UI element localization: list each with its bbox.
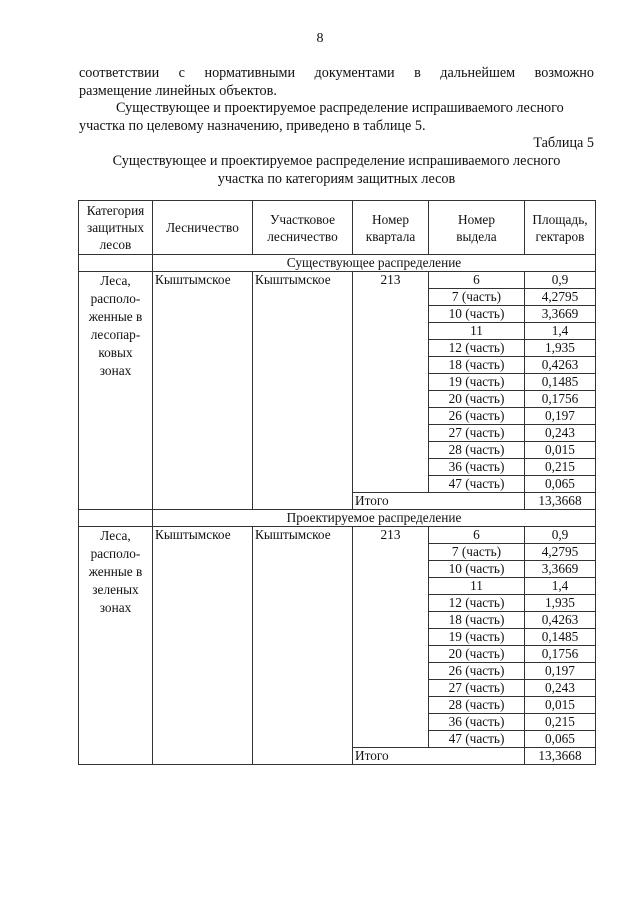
- area-cell: 0,9: [525, 272, 596, 289]
- allotment-cell: 6: [429, 272, 525, 289]
- allotment-cell: 10 (часть): [429, 561, 525, 578]
- table-row: [79, 272, 596, 289]
- forestry-cell: Кыштымское: [153, 272, 253, 510]
- table-row: [79, 527, 596, 544]
- area-cell: 0,1485: [525, 629, 596, 646]
- area-cell: 0,197: [525, 663, 596, 680]
- paragraph-2: [79, 99, 594, 135]
- allotment-cell: 11: [429, 578, 525, 595]
- area-cell: 1,935: [525, 340, 596, 357]
- section-title-row: [79, 510, 596, 527]
- empty-cell: [79, 255, 153, 272]
- total-value: 13,3668: [525, 493, 596, 510]
- empty-cell: [79, 510, 153, 527]
- paragraph-1: [79, 64, 594, 100]
- allotment-cell: 47 (часть): [429, 476, 525, 493]
- allotment-cell: 20 (часть): [429, 646, 525, 663]
- category-line: располо-: [90, 291, 141, 306]
- area-cell: 1,935: [525, 595, 596, 612]
- header-quarter: [353, 201, 429, 255]
- header-allotment: [429, 201, 525, 255]
- table-body: [79, 201, 596, 765]
- area-cell: 0,4263: [525, 612, 596, 629]
- category-line: женные в: [88, 564, 143, 579]
- category-cell: [79, 527, 153, 765]
- area-cell: 0,015: [525, 697, 596, 714]
- category-line: зонах: [99, 363, 132, 378]
- header-category: [79, 201, 153, 255]
- category-line: располо-: [90, 546, 141, 561]
- word: документами: [314, 65, 395, 81]
- allotment-cell: 11: [429, 323, 525, 340]
- area-cell: 3,3669: [525, 306, 596, 323]
- category-line: зонах: [99, 600, 132, 615]
- word: нормативными: [204, 65, 296, 81]
- district-forestry-cell: Кыштымское: [253, 272, 353, 510]
- total-value: 13,3668: [525, 748, 596, 765]
- quarter-cell: 213: [353, 527, 429, 748]
- header-line: квартала: [365, 228, 416, 244]
- header-line: лесов: [99, 237, 132, 252]
- allotment-cell: 7 (часть): [429, 544, 525, 561]
- allotment-cell: 36 (часть): [429, 714, 525, 731]
- paragraph-1-line-1: [79, 64, 594, 82]
- area-cell: 4,2795: [525, 544, 596, 561]
- section-title-row: [79, 255, 596, 272]
- category-line: Леса,: [100, 273, 131, 288]
- allotment-cell: 19 (часть): [429, 374, 525, 391]
- allotment-cell: 18 (часть): [429, 357, 525, 374]
- allotment-cell: 47 (часть): [429, 731, 525, 748]
- header-area: [525, 201, 596, 255]
- header-line: Номер: [458, 211, 495, 227]
- area-cell: 1,4: [525, 323, 596, 340]
- word: в: [414, 65, 421, 81]
- area-cell: 0,197: [525, 408, 596, 425]
- word: с: [178, 65, 185, 81]
- category-line: женные в: [88, 309, 143, 324]
- area-cell: 0,065: [525, 731, 596, 748]
- district-forestry-cell: Кыштымское: [253, 527, 353, 765]
- table-header-row: [79, 201, 596, 255]
- allotment-cell: 27 (часть): [429, 425, 525, 442]
- allotment-cell: 26 (часть): [429, 408, 525, 425]
- area-cell: 1,4: [525, 578, 596, 595]
- word: дальнейшем: [440, 65, 516, 81]
- header-line: лесничество: [267, 228, 338, 244]
- area-cell: 0,1756: [525, 391, 596, 408]
- allotment-cell: 27 (часть): [429, 680, 525, 697]
- area-cell: 0,015: [525, 442, 596, 459]
- allotment-cell: 28 (часть): [429, 442, 525, 459]
- area-cell: 0,065: [525, 476, 596, 493]
- area-cell: 0,4263: [525, 357, 596, 374]
- area-cell: 4,2795: [525, 289, 596, 306]
- header-line: защитных: [86, 220, 145, 235]
- allotment-cell: 18 (часть): [429, 612, 525, 629]
- category-line: ковых: [98, 345, 133, 360]
- word: возможно: [534, 65, 594, 81]
- category-line: Леса,: [100, 528, 131, 543]
- paragraph-1-line-2: размещение линейных объектов.: [79, 83, 277, 99]
- category-cell: [79, 272, 153, 510]
- paragraph-2-line-1: Существующее и проектируемое распределение испрашиваемого лесного: [116, 100, 564, 116]
- area-cell: 0,243: [525, 425, 596, 442]
- total-label: Итого: [353, 493, 525, 510]
- table-number: Таблица 5: [533, 135, 594, 151]
- area-cell: 0,1485: [525, 374, 596, 391]
- header-forestry: Лесничество: [153, 201, 253, 255]
- forestry-cell: Кыштымское: [153, 527, 253, 765]
- allotment-cell: 36 (часть): [429, 459, 525, 476]
- area-cell: 0,9: [525, 527, 596, 544]
- allotment-cell: 10 (часть): [429, 306, 525, 323]
- allotment-cell: 7 (часть): [429, 289, 525, 306]
- allotment-cell: 12 (часть): [429, 595, 525, 612]
- word: соответствии: [79, 65, 160, 81]
- category-line: зеленых: [92, 582, 139, 597]
- header-line: Номер: [372, 211, 409, 227]
- total-label: Итого: [353, 748, 525, 765]
- header-line: выдела: [456, 228, 497, 244]
- allotment-cell: 28 (часть): [429, 697, 525, 714]
- quarter-cell: 213: [353, 272, 429, 493]
- header-line: гектаров: [535, 228, 585, 244]
- header-line: Площадь,: [532, 211, 588, 227]
- area-cell: 0,243: [525, 680, 596, 697]
- header-line: Категория: [86, 203, 145, 218]
- paragraph-2-line-2: участка по целевому назначению, приведено в таблице 5.: [79, 118, 426, 134]
- header-line: Участковое: [269, 211, 336, 227]
- allotment-cell: 26 (часть): [429, 663, 525, 680]
- area-cell: 0,1756: [525, 646, 596, 663]
- allotment-cell: 19 (часть): [429, 629, 525, 646]
- area-cell: 0,215: [525, 459, 596, 476]
- section-title: Существующее распределение: [153, 255, 596, 272]
- table-caption: [79, 152, 594, 188]
- caption-line-2: участка по категориям защитных лесов: [217, 171, 456, 187]
- category-line: лесопар-: [90, 327, 141, 342]
- allotment-cell: 12 (часть): [429, 340, 525, 357]
- allotment-cell: 6: [429, 527, 525, 544]
- caption-line-1: Существующее и проектируемое распределение испрашиваемого лесного: [112, 153, 561, 169]
- allotment-cell: 20 (часть): [429, 391, 525, 408]
- area-cell: 0,215: [525, 714, 596, 731]
- section-title: Проектируемое распределение: [153, 510, 596, 527]
- forest-distribution-table: [78, 200, 596, 765]
- header-district-forestry: [253, 201, 353, 255]
- area-cell: 3,3669: [525, 561, 596, 578]
- page-number: 8: [316, 31, 324, 46]
